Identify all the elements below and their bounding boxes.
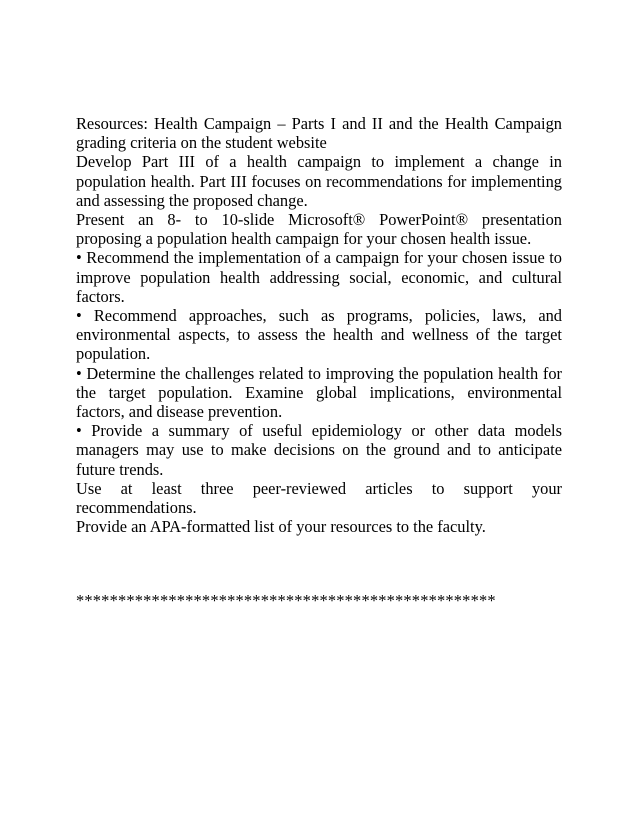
paragraph-resources: Resources: Health Campaign – Parts I and II and the Health Campaign grading criteria on the student website (76, 114, 562, 153)
paragraph-present-slides: Present an 8- to 10-slide Microsoft® PowerPoint® presentation proposing a population health campaign for your chosen health issue. (76, 210, 562, 249)
bullet-provide-summary: • Provide a summary of useful epidemiology or other data models managers may use to make decisions on the ground and to anticipate future trends. (76, 421, 562, 479)
bullet-recommend-implementation: • Recommend the implementation of a campaign for your chosen issue to improve population health addressing social, economic, and cultural factors. (76, 248, 562, 306)
asterisk-separator: ************************************************** (76, 591, 496, 610)
bullet-determine-challenges: • Determine the challenges related to improving the population health for the target population. Examine global implications, environmental factors, and disease prevention. (76, 363, 562, 422)
bullet-recommend-approaches: • Recommend approaches, such as programs, policies, laws, and environmental aspects, to assess the health and wellness of the target population. (76, 306, 562, 364)
paragraph-develop-part-iii: Develop Part III of a health campaign to implement a change in population health. Part III focuses on recommendations for implementing and assessing the proposed change. (76, 152, 562, 210)
document-body (76, 114, 562, 536)
paragraph-use-articles: Use at least three peer-reviewed articles to support your recommendations. (76, 478, 562, 518)
paragraph-apa-list: Provide an APA-formatted list of your resources to the faculty. (76, 517, 486, 537)
